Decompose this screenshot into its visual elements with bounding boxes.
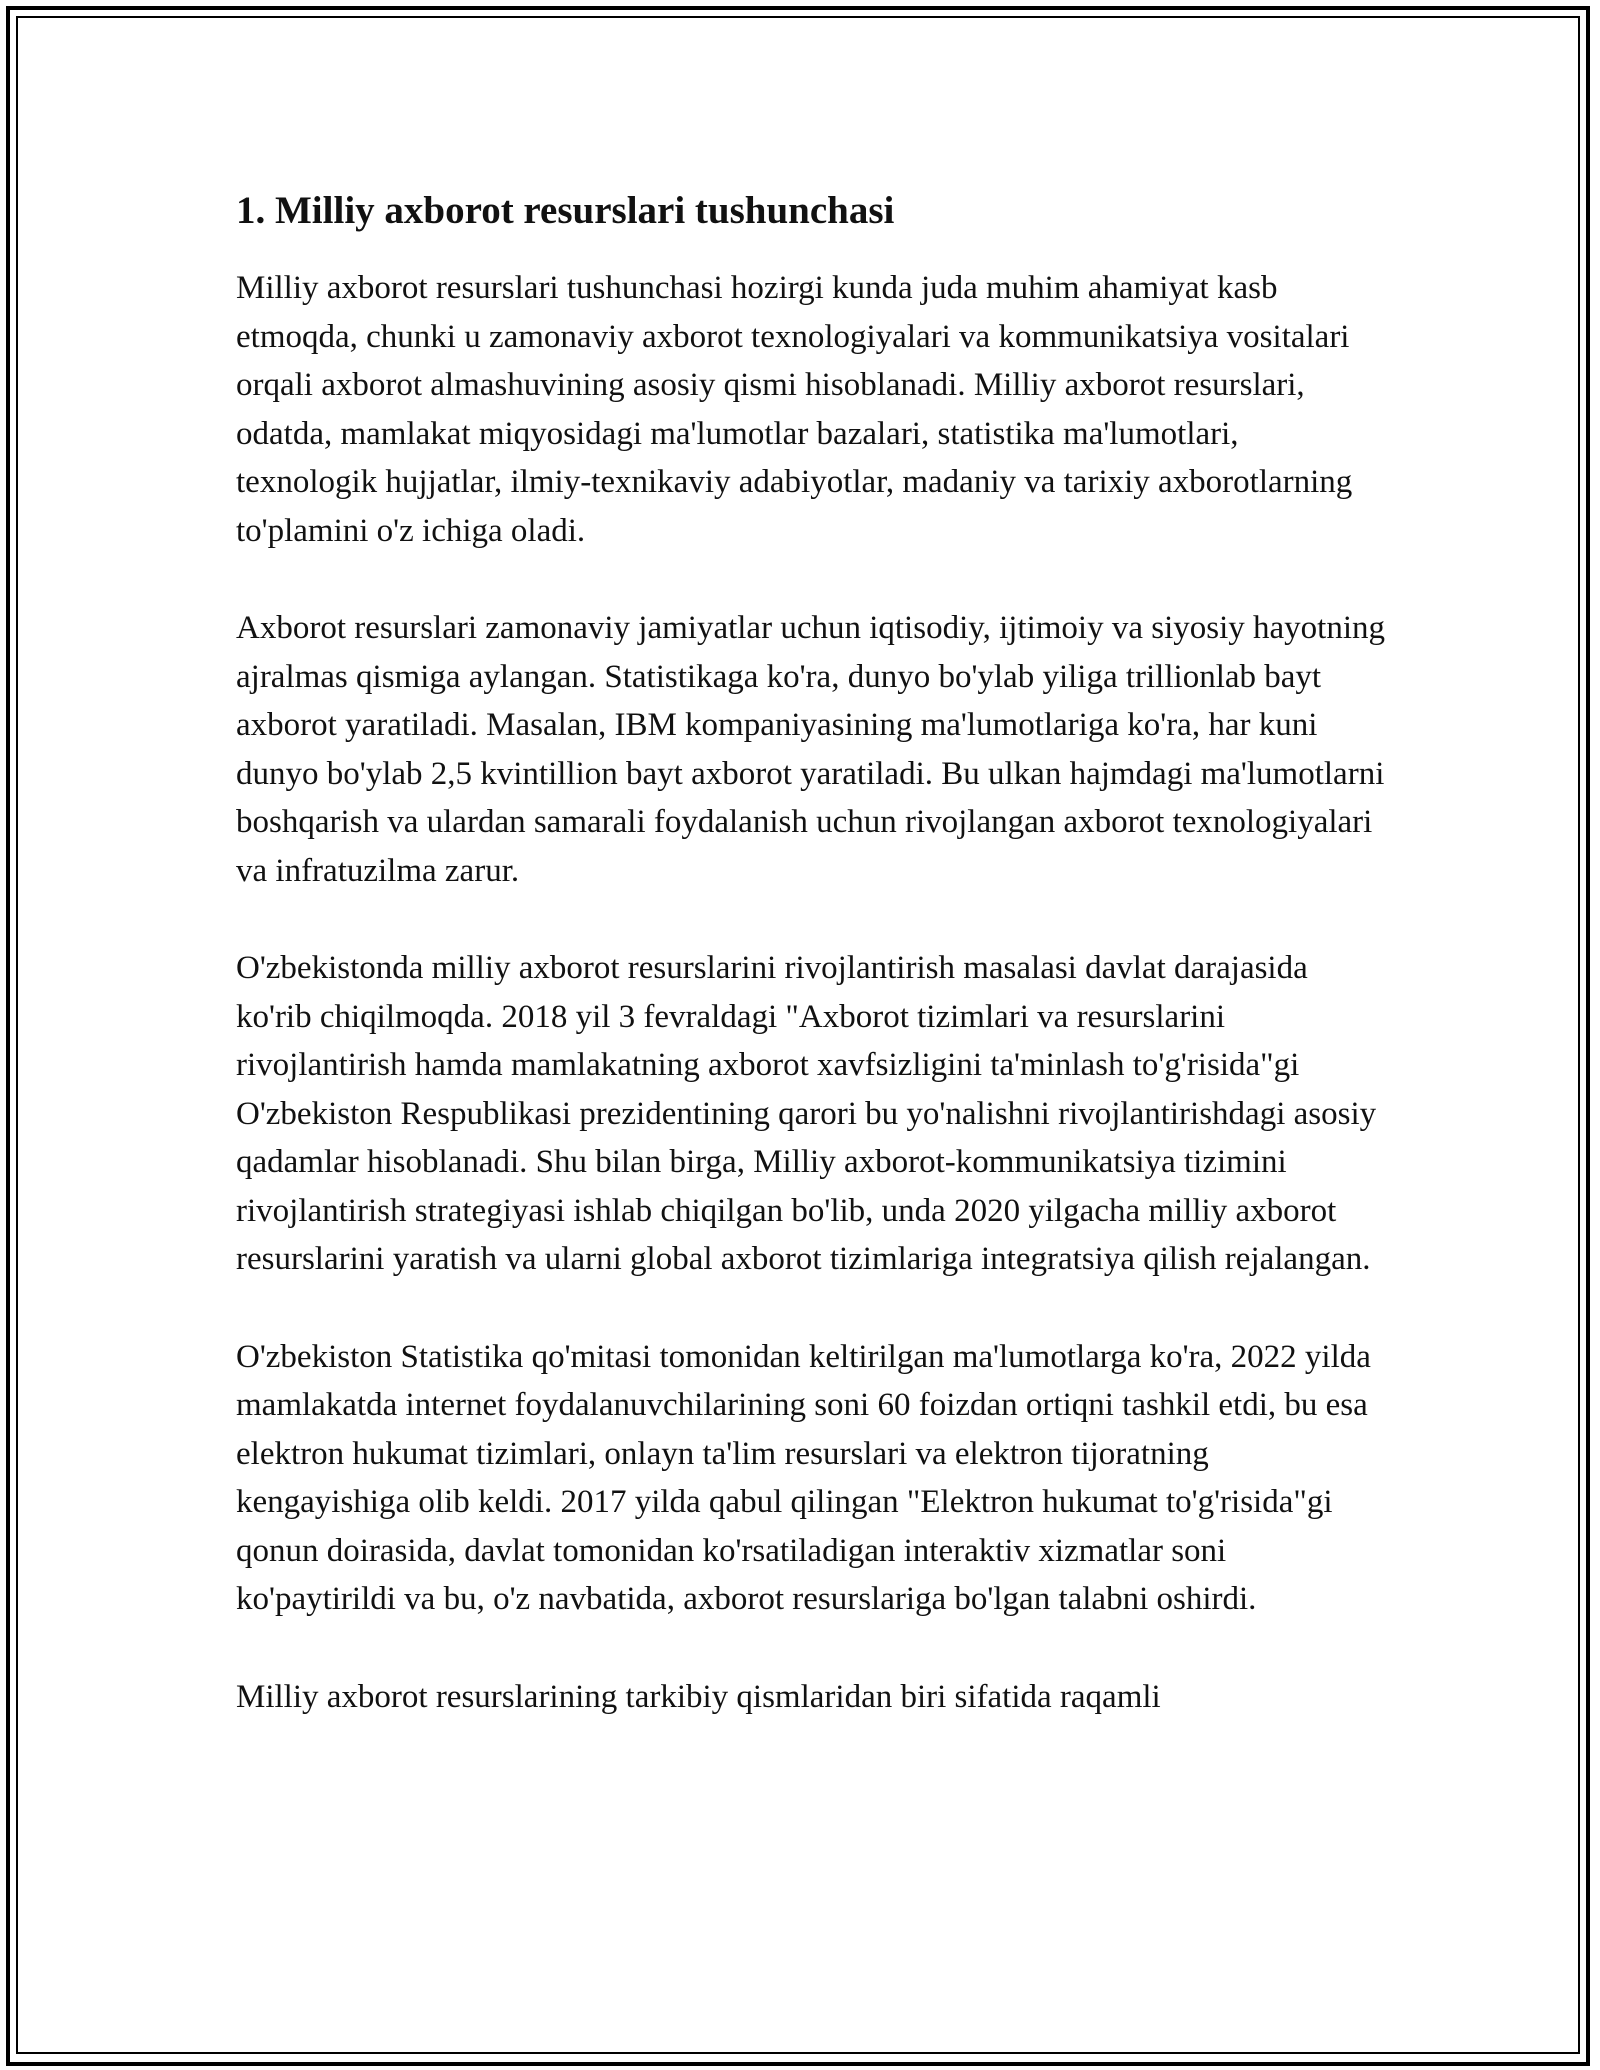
paragraph-4: O'zbekiston Statistika qo'mitasi tomonidan keltirilgan ma'lumotlarga ko'ra, 2022 yilda mamlakatda internet foydalanuvchilarining soni 60 foizdan ortiqni tashkil etdi, bu esa elektron hukumat tizimlari, onlayn ta'lim resurslari va elektron tijoratning kengayishiga olib keldi. 2017 yilda qabul qilingan "Elektron hukumat to'g'risida"gi qonun doirasida, davlat tomonidan ko'rsatiladigan interaktiv xizmatlar soni ko'paytirildi va bu, o'z navbatida, axborot resurslariga bo'lgan talabni oshirdi. [236,1338,1371,1617]
paragraph-5: Milliy axborot resurslarining tarkibiy qismlaridan biri sifatida raqamli [236,1678,1161,1715]
paragraph-1: Milliy axborot resurslari tushunchasi hozirgi kunda juda muhim ahamiyat kasb etmoqda, chunki u zamonaviy axborot texnologiyalari va kommunikatsiya vositalari orqali axborot almashuvining asosiy qismi hisoblanadi. Milliy axborot resurslari, odatda, mamlakat miqyosidagi ma'lumotlar bazalari, statistika ma'lumotlari, texnologik hujjatlar, ilmiy-texnikaviy adabiyotlar, madaniy va tarixiy axborotlarning to'plamini o'z ichiga oladi. [236,270,1353,549]
paragraph-2: Axborot resurslari zamonaviy jamiyatlar uchun iqtisodiy, ijtimoiy va siyosiy hayotning ajralmas qismiga aylangan. Statistikaga ko'ra, dunyo bo'ylab yiliga trillionlab bayt axborot yaratiladi. Masalan, IBM kompaniyasining ma'lumotlariga ko'ra, har kuni dunyo bo'ylab 2,5 kvintillion bayt axborot yaratiladi. Bu ulkan hajmdagi ma'lumotlarni boshqarish va ulardan samarali foydalanish uchun rivojlangan axborot texnologiyalari va infratuzilma zarur. [236,610,1386,889]
section-heading: 1. Milliy axborot resurslari tushunchasi [236,189,895,232]
paragraph-3: O'zbekistonda milliy axborot resurslarini rivojlantirish masalasi davlat darajasida ko'rib chiqilmoqda. 2018 yil 3 fevraldagi "Axborot tizimlari va resurslarini rivojlantirish hamda mamlakatning axborot xavfsizligini ta'minlash to'g'risida"gi O'zbekiston Respublikasi prezidentining qarori bu yo'nalishni rivojlantirishdagi asosiy qadamlar hisoblanadi. Shu bilan birga, Milliy axborot-kommunikatsiya tizimini rivojlantirish strategiyasi ishlab chiqilgan bo'lib, unda 2020 yilgacha milliy axborot resurslarini yaratish va ularni global axborot tizimlariga integratsiya qilish rejalangan. [236,950,1377,1277]
document-body [236,186,1386,1770]
